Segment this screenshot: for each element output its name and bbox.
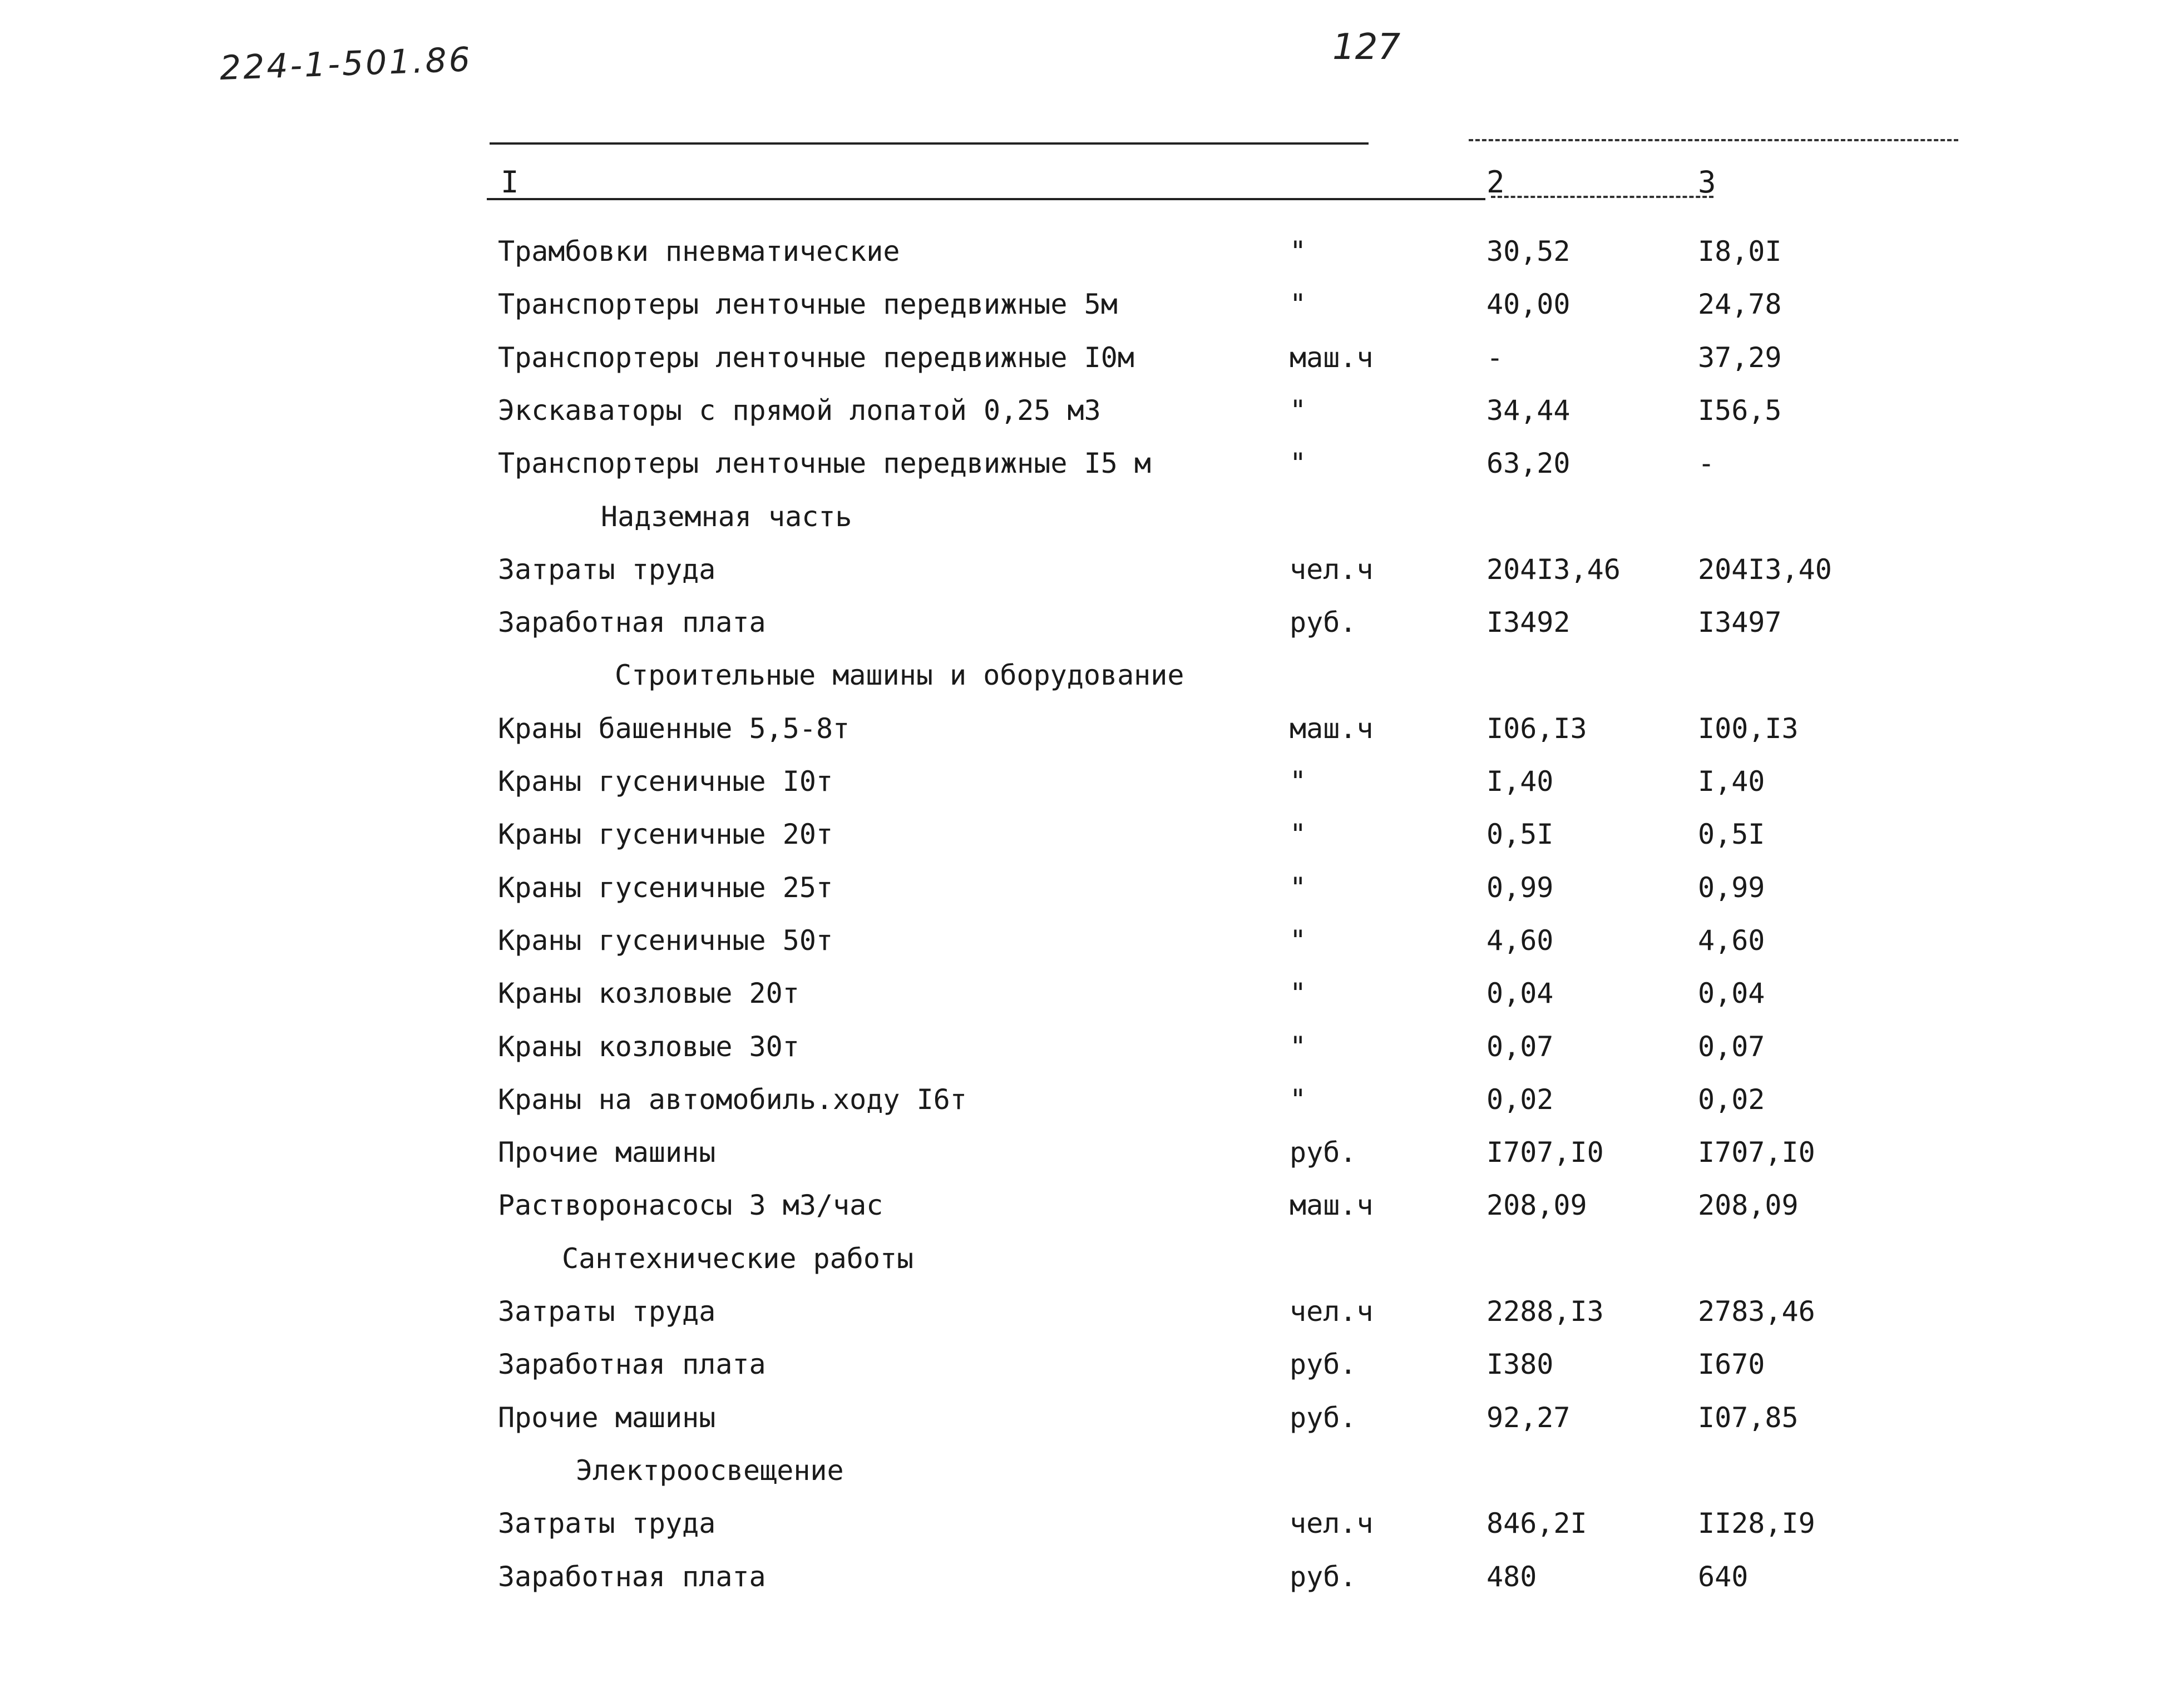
row-unit: маш.ч	[1290, 1189, 1374, 1221]
row-unit: руб.	[1290, 1348, 1357, 1380]
row-name: Затраты труда	[498, 553, 716, 586]
row-unit: "	[1290, 977, 1307, 1009]
header-rule	[487, 198, 1485, 200]
page-number: 127	[1332, 27, 1401, 68]
table-row	[0, 1551, 2168, 1603]
table-row	[0, 331, 2168, 384]
row-name: Краны на автомобиль.ходу I6т	[498, 1083, 967, 1116]
row-value-3: I00,I3	[1698, 712, 1799, 745]
table-row	[0, 596, 2168, 649]
row-value-3: 0,04	[1698, 977, 1765, 1009]
table-row	[0, 808, 2168, 861]
row-value-3: 24,78	[1698, 288, 1782, 320]
row-value-3: 0,5I	[1698, 818, 1765, 850]
row-unit: "	[1290, 872, 1307, 904]
table-row	[0, 543, 2168, 596]
row-value-2: 30,52	[1487, 235, 1571, 268]
table-row	[0, 702, 2168, 755]
table-row	[0, 1497, 2168, 1550]
row-value-3: I8,0I	[1698, 235, 1782, 268]
document-code: 224-1-501.86	[219, 40, 473, 88]
row-value-3: II28,I9	[1698, 1507, 1815, 1539]
section-heading	[0, 649, 2168, 702]
table-row	[0, 1392, 2168, 1444]
row-value-3: 37,29	[1698, 341, 1782, 374]
col-header-3: 3	[1698, 165, 1716, 200]
row-value-3: -	[1698, 447, 1715, 479]
table-row	[0, 278, 2168, 331]
row-value-3: I,40	[1698, 765, 1765, 798]
row-value-2: 204I3,46	[1487, 553, 1621, 586]
row-value-2: 0,99	[1487, 872, 1554, 904]
row-unit: "	[1290, 1083, 1307, 1116]
row-value-3: 4,60	[1698, 924, 1765, 957]
row-name: Растворонасосы 3 м3/час	[498, 1189, 883, 1221]
row-value-3: I07,85	[1698, 1402, 1799, 1434]
row-name: Транспортеры ленточные передвижные I5 м	[498, 447, 1151, 479]
row-value-2: 480	[1487, 1561, 1537, 1593]
col-header-1: I	[501, 165, 519, 200]
row-unit: "	[1290, 394, 1307, 427]
row-value-2: 0,07	[1487, 1031, 1554, 1063]
row-name: Краны гусеничные I0т	[498, 765, 833, 798]
row-unit: маш.ч	[1290, 341, 1374, 374]
table-row	[0, 1285, 2168, 1338]
row-value-2: I707,I0	[1487, 1136, 1604, 1169]
row-value-3: 204I3,40	[1698, 553, 1832, 586]
section-title: Сантехнические работы	[562, 1242, 914, 1275]
row-unit: "	[1290, 765, 1307, 798]
row-name: Заработная плата	[498, 1348, 766, 1380]
row-unit: "	[1290, 924, 1307, 957]
row-unit: чел.ч	[1290, 553, 1374, 586]
table-row	[0, 437, 2168, 490]
row-value-2: 846,2I	[1487, 1507, 1587, 1539]
row-value-2: 208,09	[1487, 1189, 1587, 1221]
row-value-2: 63,20	[1487, 447, 1571, 479]
row-value-2: 0,5I	[1487, 818, 1554, 850]
row-value-3: I707,I0	[1698, 1136, 1815, 1169]
table-row	[0, 967, 2168, 1020]
row-name: Краны козловые 30т	[498, 1031, 799, 1063]
row-name: Транспортеры ленточные передвижные I0м	[498, 341, 1134, 374]
table-row	[0, 225, 2168, 278]
row-name: Краны башенные 5,5-8т	[498, 712, 850, 745]
row-value-3: 640	[1698, 1561, 1749, 1593]
row-value-2: 40,00	[1487, 288, 1571, 320]
row-value-3: 208,09	[1698, 1189, 1799, 1221]
row-name: Транспортеры ленточные передвижные 5м	[498, 288, 1118, 320]
row-value-2: 4,60	[1487, 924, 1554, 957]
row-unit: "	[1290, 447, 1307, 479]
row-unit: "	[1290, 288, 1307, 320]
row-value-2: I,40	[1487, 765, 1554, 798]
row-value-2: 34,44	[1487, 394, 1571, 427]
table-row	[0, 755, 2168, 808]
row-value-3: I56,5	[1698, 394, 1782, 427]
section-title: Электроосвещение	[576, 1454, 844, 1487]
row-value-3: 0,99	[1698, 872, 1765, 904]
row-value-2: 92,27	[1487, 1402, 1571, 1434]
section-title: Строительные машины и оборудование	[615, 659, 1184, 691]
row-value-2: I06,I3	[1487, 712, 1587, 745]
row-unit: чел.ч	[1290, 1507, 1374, 1539]
table-row	[0, 1021, 2168, 1073]
table-row	[0, 862, 2168, 914]
row-value-2: 0,04	[1487, 977, 1554, 1009]
row-unit: маш.ч	[1290, 712, 1374, 745]
row-unit: "	[1290, 235, 1307, 268]
col-header-2: 2	[1487, 165, 1505, 200]
row-unit: руб.	[1290, 1402, 1357, 1434]
section-heading	[0, 491, 2168, 543]
section-heading	[0, 1444, 2168, 1497]
row-value-2: 2288,I3	[1487, 1295, 1604, 1328]
row-name: Затраты труда	[498, 1507, 716, 1539]
row-name: Прочие машины	[498, 1402, 716, 1434]
row-value-3: 2783,46	[1698, 1295, 1815, 1328]
row-name: Краны козловые 20т	[498, 977, 799, 1009]
row-value-3: I670	[1698, 1348, 1765, 1380]
table-row	[0, 1179, 2168, 1232]
row-value-2: 0,02	[1487, 1083, 1554, 1116]
row-value-2: -	[1487, 341, 1504, 374]
row-unit: "	[1290, 1031, 1307, 1063]
table-row	[0, 384, 2168, 437]
row-value-3: I3497	[1698, 606, 1782, 638]
row-name: Затраты труда	[498, 1295, 716, 1328]
row-value-2: I3492	[1487, 606, 1571, 638]
row-unit: руб.	[1290, 606, 1357, 638]
header-rule-dashed	[1491, 196, 1713, 198]
row-name: Прочие машины	[498, 1136, 716, 1169]
section-title: Надземная часть	[601, 501, 852, 533]
top-rule-dashed	[1469, 139, 1958, 141]
top-rule	[490, 142, 1369, 145]
row-value-2: I380	[1487, 1348, 1554, 1380]
row-unit: руб.	[1290, 1561, 1357, 1593]
row-name: Краны гусеничные 20т	[498, 818, 833, 850]
row-unit: руб.	[1290, 1136, 1357, 1169]
row-name: Заработная плата	[498, 606, 766, 638]
row-unit: чел.ч	[1290, 1295, 1374, 1328]
row-name: Трамбовки пневматические	[498, 235, 900, 268]
row-name: Заработная плата	[498, 1561, 766, 1593]
row-value-3: 0,07	[1698, 1031, 1765, 1063]
table-row	[0, 914, 2168, 967]
row-unit: "	[1290, 818, 1307, 850]
row-name: Экскаваторы с прямой лопатой 0,25 м3	[498, 394, 1101, 427]
row-name: Краны гусеничные 50т	[498, 924, 833, 957]
table-row	[0, 1073, 2168, 1126]
table-row	[0, 1338, 2168, 1391]
table-row	[0, 1126, 2168, 1179]
row-name: Краны гусеничные 25т	[498, 872, 833, 904]
row-value-3: 0,02	[1698, 1083, 1765, 1116]
section-heading	[0, 1232, 2168, 1285]
